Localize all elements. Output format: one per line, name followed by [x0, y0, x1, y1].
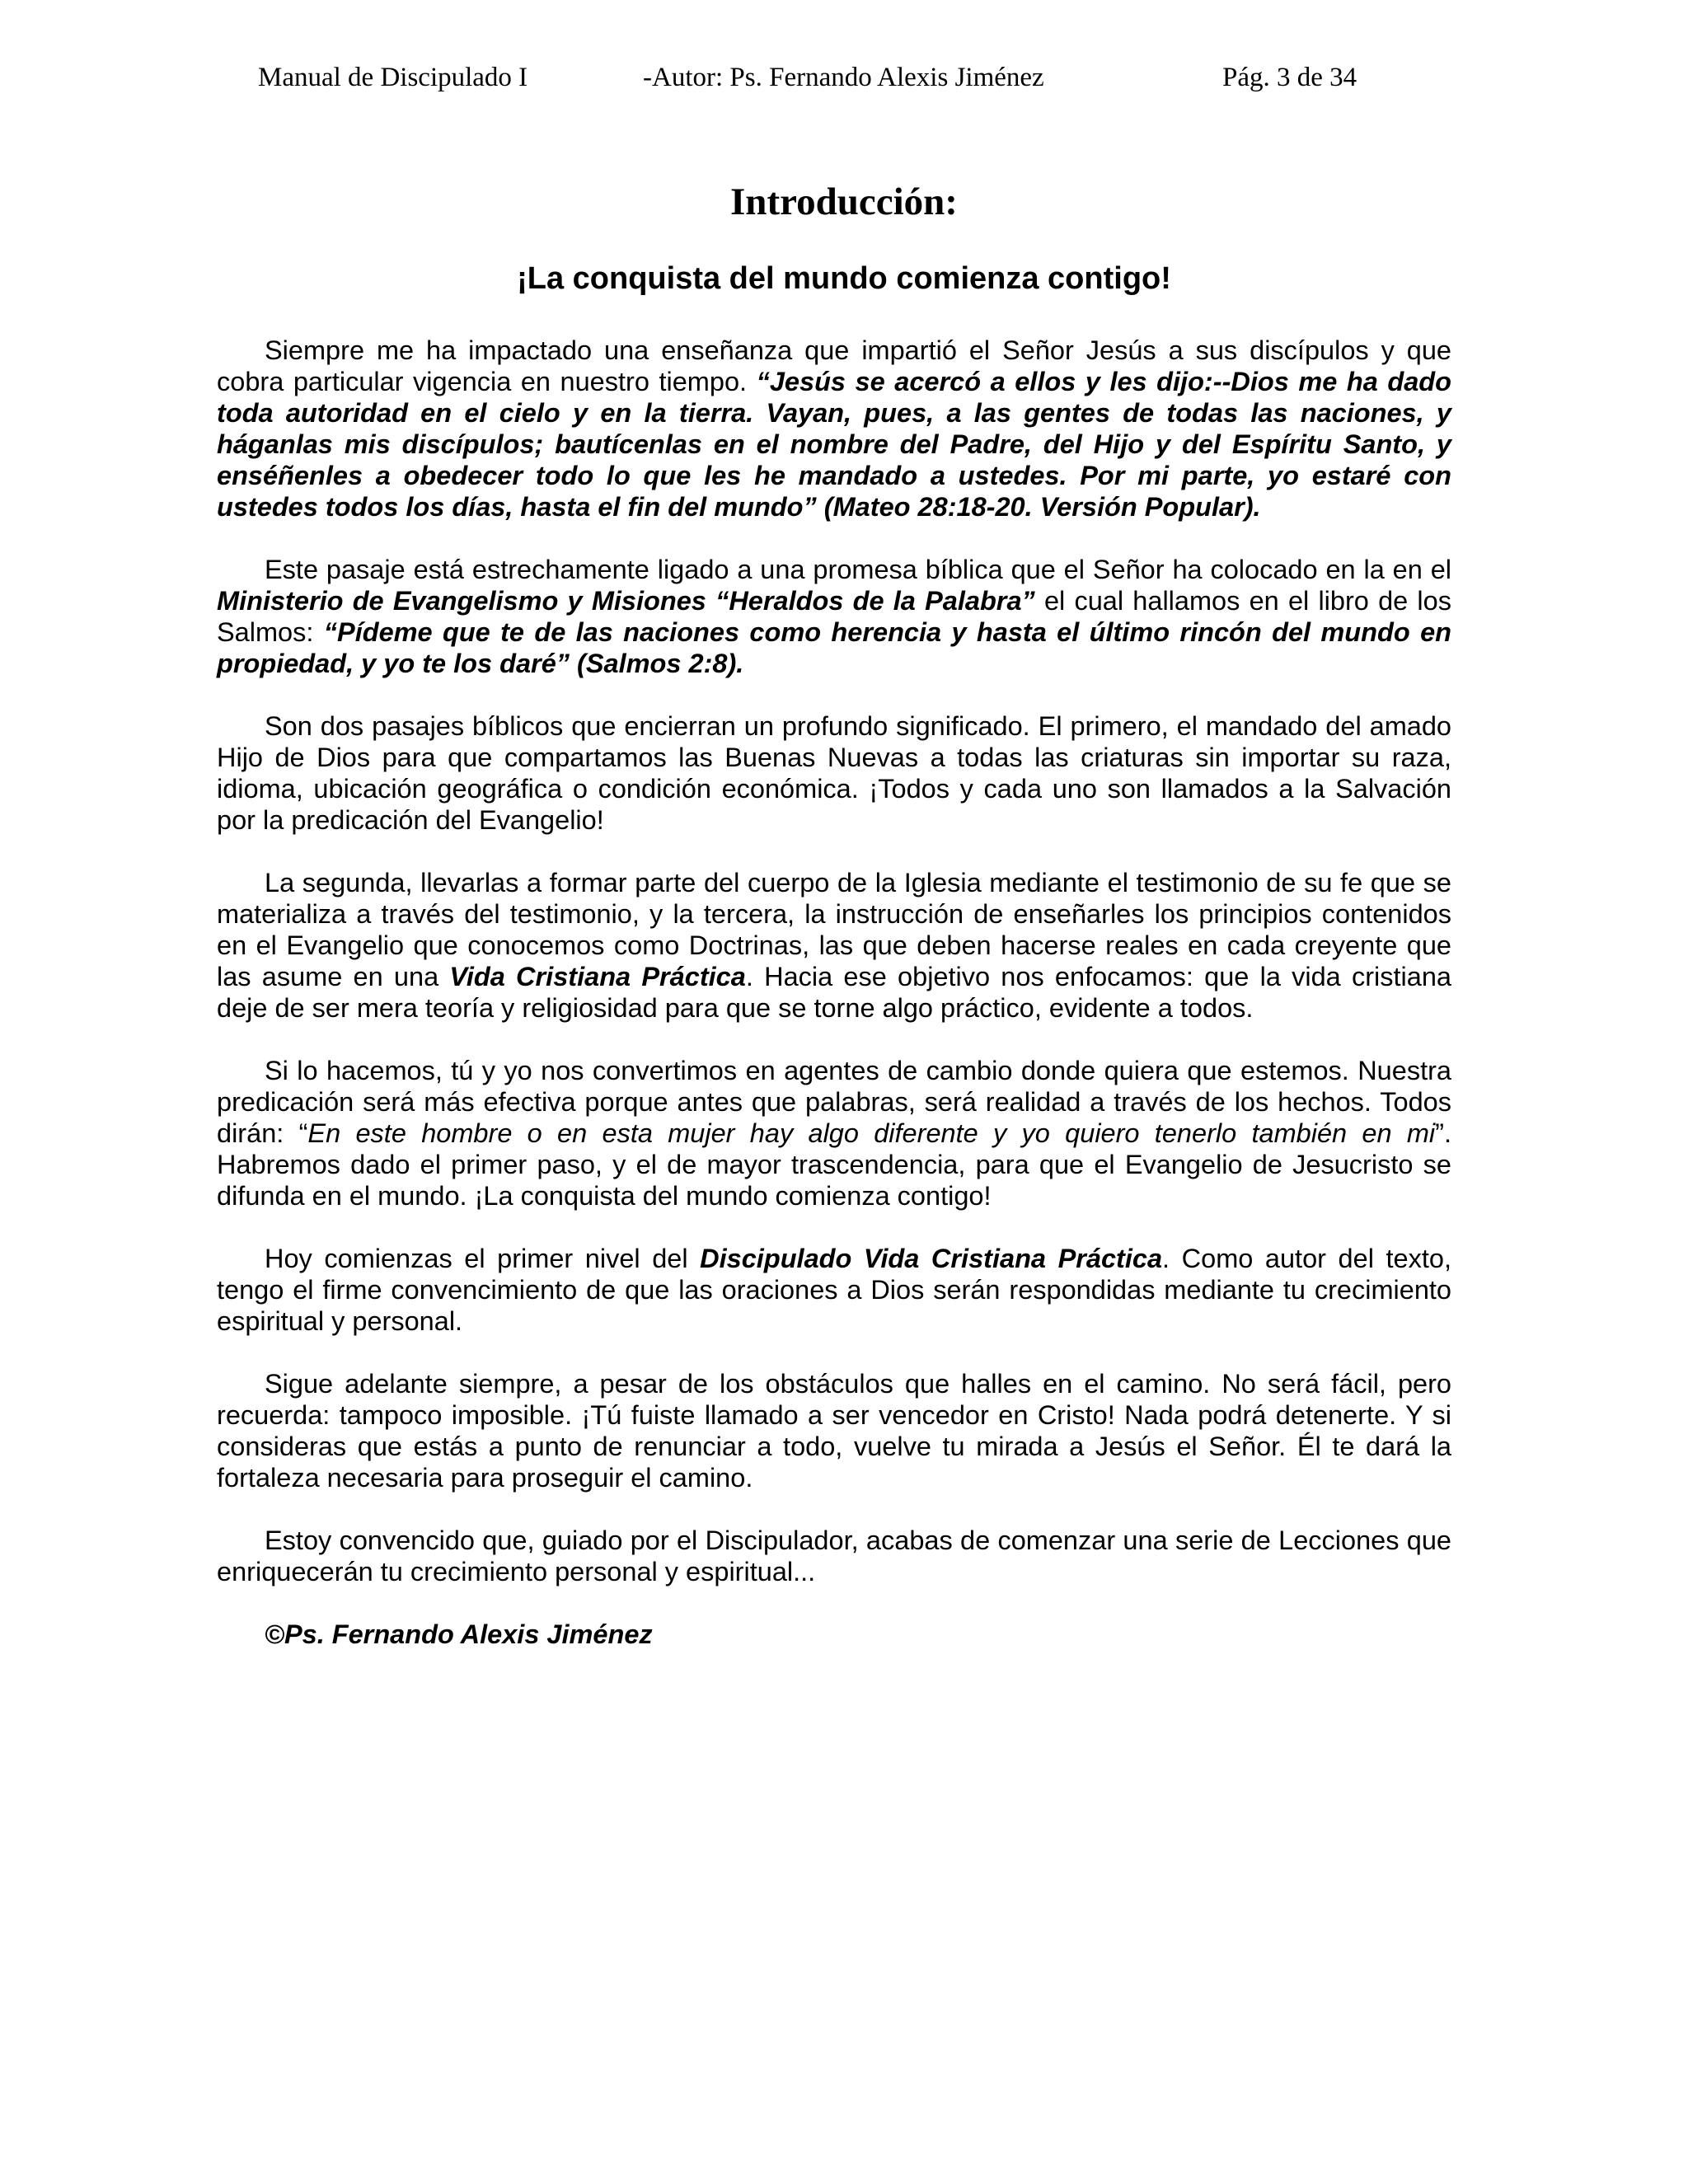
- document-body: [217, 335, 1451, 1650]
- page-title: Introducción:: [730, 180, 958, 223]
- page-header: [0, 59, 1688, 96]
- paragraph-1-text: Siempre me ha impactado una enseñanza que impartió el Señor Jesús a sus discípulos y que cobra particular vigencia en nuestro tiempo.: [217, 335, 1451, 396]
- paragraph-4-emphasis: Vida Cristiana Práctica: [449, 962, 746, 991]
- paragraph-3: Son dos pasajes bíblicos que encierran un profundo significado. El primero, el mandado del amado Hijo de Dios para que compartamos las Buenas Nuevas a todas las criaturas sin importar su raza, idioma, ubicación geográfica o condición económica. ¡Todos y cada uno son llamados a la Salvación por la predicación del Evangelio!: [217, 711, 1451, 835]
- paragraph-2-ministry-name: Ministerio de Evangelismo y Misiones “Heraldos de la Palabra”: [217, 586, 1035, 616]
- paragraph-7: Sigue adelante siempre, a pesar de los obstáculos que halles en el camino. No será fácil, pero recuerda: tampoco imposible. ¡Tú fuiste llamado a ser vencedor en Cristo! Nada podrá detenerte. Y si consideras que estás a punto de renunciar a todo, vuelve tu mirada a Jesús el Señor. Él te dará la fortaleza necesaria para proseguir el camino.: [217, 1369, 1451, 1493]
- header-page-number: Pág. 3 de 34: [1222, 63, 1357, 92]
- paragraph-5-quote: En este hombre o en esta mujer hay algo diferente y yo quiero tenerlo también en mi: [307, 1118, 1436, 1148]
- paragraph-6-emphasis: Discipulado Vida Cristiana Práctica: [700, 1244, 1163, 1273]
- paragraph-4-text-a: La segunda, llevarlas a formar parte del cuerpo de la Iglesia mediante el testimonio de su fe que se materializa a través del testimonio, y la tercera, la instrucción de enseñarles los principios contenidos en el Evangelio que conocemos como Doctrinas, las que deben hacerse reales en cada creyente que las asume en una: [217, 868, 1451, 991]
- paragraph-2-text-c: el cual hallamos en el libro de los Salmos:: [217, 586, 1451, 647]
- paragraph-6-text-a: Hoy comienzas el primer nivel del: [265, 1244, 701, 1273]
- paragraph-6: [217, 1243, 1451, 1337]
- paragraph-2-quote: “Pídeme que te de las naciones como herencia y hasta el último rincón del mundo en propiedad, y yo te los daré” (Salmos 2:8).: [217, 617, 1451, 678]
- paragraph-1: [217, 335, 1451, 523]
- paragraph-5: [217, 1055, 1451, 1212]
- paragraph-1-quote: “Jesús se acercó a ellos y les dijo:--Dios me ha dado toda autoridad en el cielo y en la tierra. Vayan, pues, a las gentes de todas las naciones, y háganlas mis discípulos; bautícenlas en el nombre del Padre, del Hijo y del Espíritu Santo, y enséñenles a obedecer todo lo que les he mandado a ustedes. Por mi parte, yo estaré con ustedes todos los días, hasta el fin del mundo” (Mateo 28:18-20. Versión Popular).: [217, 367, 1451, 522]
- paragraph-5-text-a: Si lo hacemos, tú y yo nos convertimos en agentes de cambio donde quiera que estemos. Nuestra predicación será más efectiva porque antes que palabras, será realidad a través de los hechos. Todos dirán: “: [217, 1056, 1451, 1148]
- paragraph-2-text-a: Este pasaje está estrechamente ligado a una promesa bíblica que el Señor ha colocado en la en el: [265, 555, 1451, 584]
- header-author: -Autor: Ps. Fernando Alexis Jiménez: [643, 63, 1044, 92]
- paragraph-4-text-c: . Hacia ese objetivo nos enfocamos: que la vida cristiana deje de ser mera teoría y religiosidad para que se torne algo práctico, evidente a todos.: [217, 962, 1452, 1023]
- author-signature: ©Ps. Fernando Alexis Jiménez: [265, 1619, 653, 1649]
- page-subtitle: ¡La conquista del mundo comienza contigo!: [517, 261, 1171, 296]
- paragraph-5-text-c: ”. Habremos dado el primer paso, y el de mayor trascendencia, para que el Evangelio de Jesucristo se difunda en el mundo. ¡La conquista del mundo comienza contigo!: [217, 1118, 1451, 1211]
- paragraph-2: [217, 554, 1451, 679]
- paragraph-6-text-c: . Como autor del texto, tengo el firme convencimiento de que las oraciones a Dios serán respondidas mediante tu crecimiento espiritual y personal.: [217, 1244, 1451, 1336]
- paragraph-4: [217, 867, 1451, 1024]
- paragraph-8: Estoy convencido que, guiado por el Discipulador, acabas de comenzar una serie de Lecciones que enriquecerán tu crecimiento personal y espiritual...: [217, 1526, 1451, 1586]
- header-manual-title: Manual de Discipulado I: [258, 63, 528, 92]
